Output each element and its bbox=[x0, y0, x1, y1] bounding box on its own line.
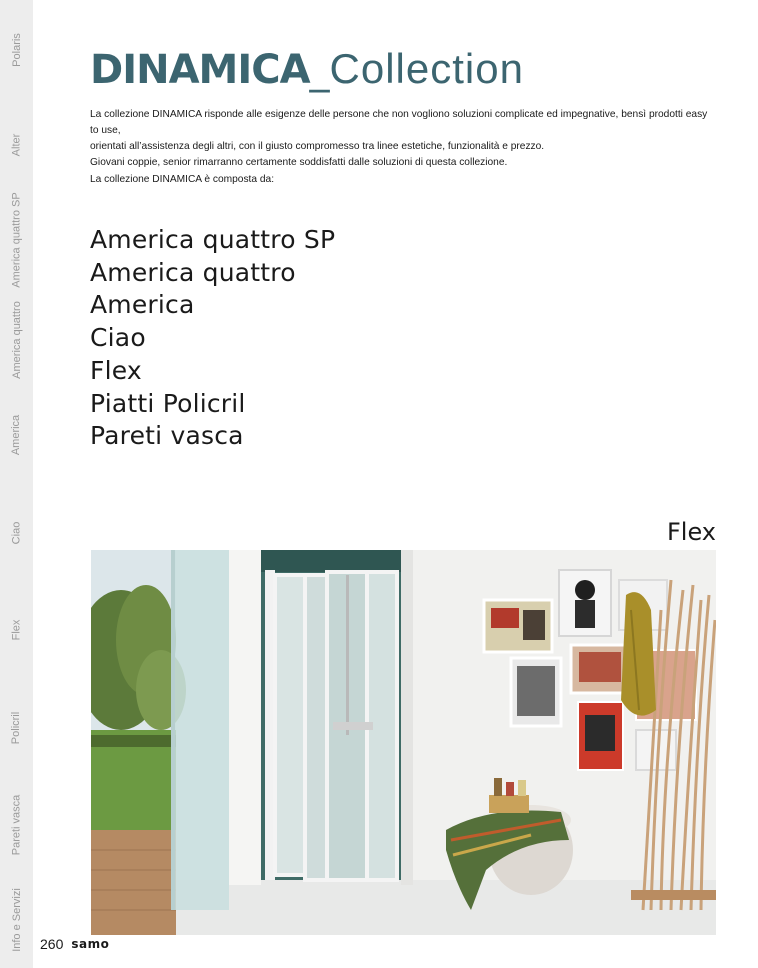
intro-line: Giovani coppie, senior rimarranno certamente soddisfatti dalle soluzioni di questa collezione. bbox=[90, 157, 508, 168]
side-tab-ciao[interactable]: Ciao bbox=[10, 521, 23, 544]
title-separator: _ bbox=[309, 47, 330, 93]
bathroom-scene-illustration bbox=[91, 550, 716, 935]
side-tab-policril[interactable]: Policril bbox=[10, 711, 23, 744]
page-number: 260 bbox=[40, 936, 64, 952]
samo-logo: samo bbox=[71, 937, 110, 951]
collection-item: Flex bbox=[90, 355, 142, 385]
intro-line: La collezione DINAMICA risponde alle esigenze delle persone che non vogliono soluzioni complicate ed impegnative, bensì prodotti easy to use, bbox=[90, 109, 708, 136]
side-tab-polaris[interactable]: Polaris bbox=[10, 33, 23, 67]
side-tab-pareti-vasca[interactable]: Pareti vasca bbox=[10, 794, 23, 856]
collection-item: Piatti Policril bbox=[90, 388, 246, 418]
photo-caption: Flex bbox=[666, 518, 716, 546]
intro-paragraph bbox=[90, 107, 710, 171]
collection-item: Ciao bbox=[90, 323, 146, 353]
side-navigation bbox=[0, 0, 33, 968]
collection-item: America bbox=[90, 290, 195, 320]
title-subtitle: Collection bbox=[329, 45, 524, 92]
page-footer bbox=[40, 934, 109, 954]
side-tab-flex[interactable]: Flex bbox=[10, 619, 23, 641]
intro-line: orientati all’assistenza degli altri, con il giusto compromesso tra linee estetiche, funzionalità e prezzo. bbox=[90, 141, 545, 152]
composition-label: La collezione DINAMICA è composta da: bbox=[90, 174, 275, 185]
side-tab-america-quattro-sp[interactable]: America quattro SP bbox=[10, 192, 23, 288]
product-photo bbox=[91, 550, 716, 935]
side-tab-alter[interactable]: Alter bbox=[10, 133, 23, 157]
collection-item: Pareti vasca bbox=[90, 421, 244, 451]
side-tab-america[interactable]: America bbox=[10, 414, 23, 456]
collection-item: America quattro bbox=[90, 257, 296, 287]
collection-item: America quattro SP bbox=[90, 225, 336, 254]
page-title bbox=[90, 44, 524, 94]
title-brand: DINAMICA bbox=[90, 47, 310, 93]
side-tab-america-quattro[interactable]: America quattro bbox=[10, 301, 23, 379]
collection-list bbox=[90, 224, 335, 453]
side-tab-info-e-servizi[interactable]: Info e Servizi bbox=[10, 888, 23, 952]
